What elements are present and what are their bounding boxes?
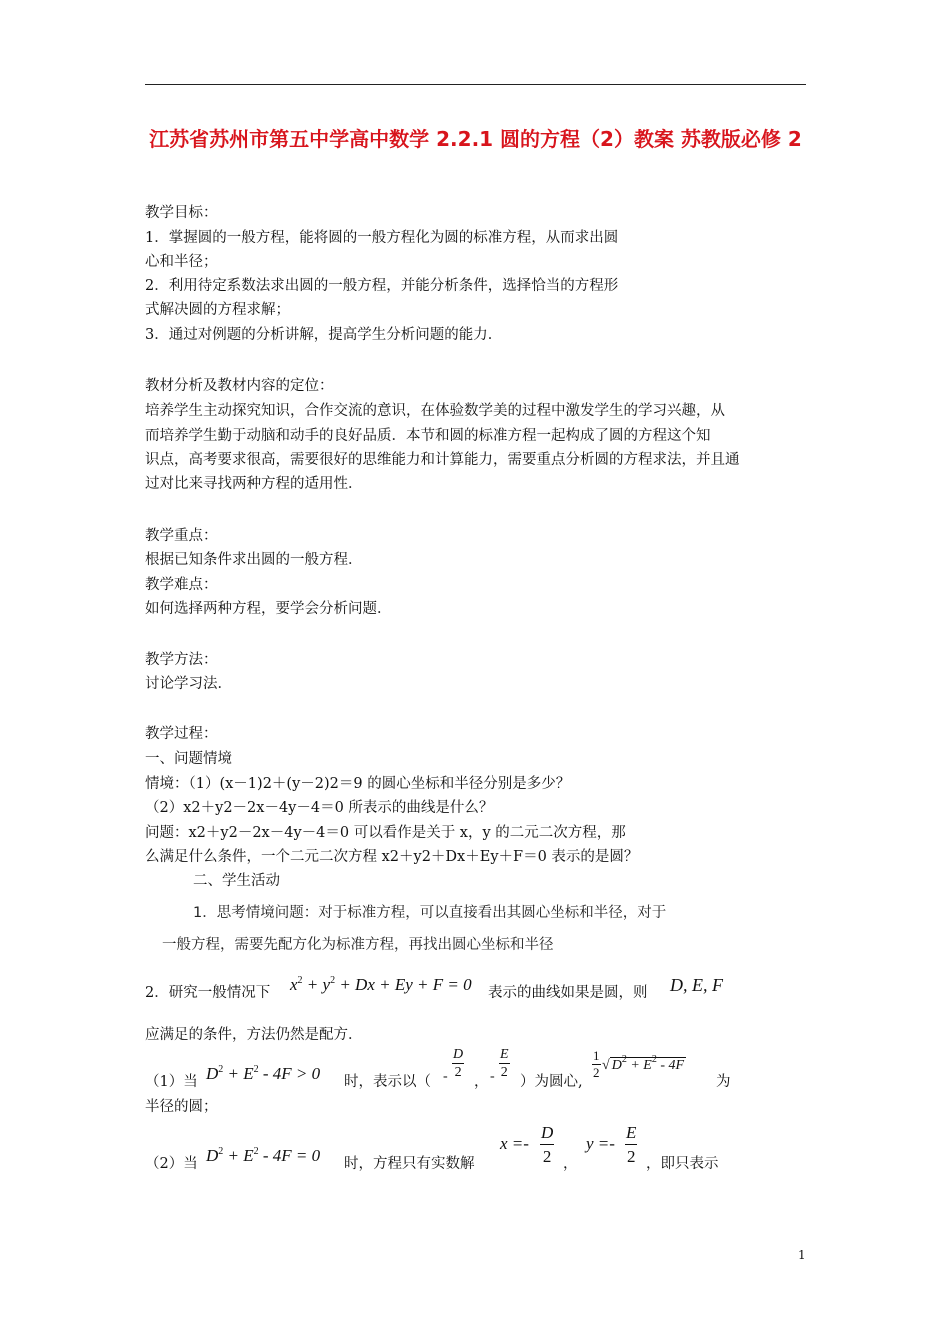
y-solution-fraction: $\frac{E}{2}$ xyxy=(626,1123,637,1166)
method-heading: 教学方法： xyxy=(145,652,218,668)
key-points-text: 根据已知条件求出圆的一般方程． xyxy=(145,552,363,568)
process-heading: 教学过程： xyxy=(145,726,218,742)
step-2-text-a: 2．研究一般情况下 xyxy=(145,985,271,1001)
situation-1: 情境：（1）(x－1)2＋(y－2)2＝9 的圆心坐标和半径分别是多少？ xyxy=(145,776,571,792)
center-y-sign: - xyxy=(490,1069,495,1084)
general-equation: $x^2 + y^2 + Dx + Ey + F = 0$ xyxy=(290,975,472,994)
case-2-text-b: 时，方程只有实数解 xyxy=(344,1156,475,1172)
radius-half: $\frac{1}{2}$ xyxy=(593,1048,600,1080)
center-x-sign: - xyxy=(443,1069,448,1084)
case-2-text-d: ，即只表示 xyxy=(646,1156,719,1172)
goal-2-line-1: 2．利用待定系数法求出圆的一般方程，并能分析条件，选择恰当的方程形 xyxy=(145,278,619,294)
key-points-heading: 教学重点： xyxy=(145,528,218,544)
case-2-comma: ， xyxy=(563,1156,578,1172)
material-line-3: 识点，高考要求很高，需要很好的思维能力和计算能力，需要重点分析圆的方程求法，并且通 xyxy=(145,452,740,468)
difficulty-text: 如何选择两种方程，要学会分析问题． xyxy=(145,601,392,617)
method-text: 讨论学习法． xyxy=(145,676,232,692)
center-x-fraction: $\frac{D}{2}$ xyxy=(453,1047,464,1080)
situation-2: （2）x2＋y2－2x－4y－4＝0 所表示的曲线是什么？ xyxy=(145,800,494,816)
activity-1-line-2: 一般方程，需要先配方化为标准方程，再找出圆心坐标和半径 xyxy=(162,937,554,953)
x-solution-lhs: x =- xyxy=(500,1134,529,1153)
document-title: 江苏省苏州市第五中学高中数学 2.2.1 圆的方程（2）教案 苏教版必修 2 xyxy=(149,127,802,151)
header-rule xyxy=(145,84,806,85)
goal-1-line-2: 心和半径； xyxy=(145,254,218,270)
goal-2-line-2: 式解决圆的方程求解； xyxy=(145,302,290,318)
coefficient-vars: D, E, F xyxy=(670,975,723,995)
x-solution-fraction: $\frac{D}{2}$ xyxy=(541,1123,554,1166)
activity-1-line-1: 1．思考情境问题：对于标准方程，可以直接看出其圆心坐标和半径，对于 xyxy=(193,905,667,921)
center-y-fraction: $\frac{E}{2}$ xyxy=(500,1047,509,1080)
page-number: 1 xyxy=(798,1248,806,1262)
material-heading: 教材分析及教材内容的定位： xyxy=(145,378,334,394)
question-line-1: 问题：x2＋y2－2x－4y－4＝0 可以看作是关于 x，y 的二元二次方程，那 xyxy=(145,825,626,841)
goal-1-line-1: 1．掌握圆的一般方程，能将圆的一般方程化为圆的标准方程，从而求出圆 xyxy=(145,230,619,246)
question-line-2: 么满足什么条件，一个二元二次方程 x2＋y2＋Dx＋Ey＋F＝0 表示的是圆？ xyxy=(145,849,639,865)
case-1-text-e: 为 xyxy=(716,1074,731,1090)
step-2-text-b: 表示的曲线如果是圆，则 xyxy=(488,985,648,1001)
difficulty-heading: 教学难点： xyxy=(145,577,218,593)
case-1-text-d: ）为圆心, xyxy=(520,1074,583,1090)
material-line-1: 培养学生主动探究知识，合作交流的意识，在体验数学美的过程中激发学生的学习兴趣，从 xyxy=(145,403,725,419)
y-solution-lhs: y =- xyxy=(586,1134,615,1153)
step-2-text-c: 应满足的条件，方法仍然是配方． xyxy=(145,1027,363,1043)
case-1-text-a: （1）当 xyxy=(145,1074,198,1090)
condition-positive: $D^2 + E^2 - 4F > 0$ xyxy=(206,1064,321,1083)
student-activity-heading: 二、学生活动 xyxy=(193,873,280,889)
radius-sqrt: √ $D^2 + E^2 - 4F$ xyxy=(602,1054,685,1073)
condition-zero: $D^2 + E^2 - 4F = 0$ xyxy=(206,1146,321,1165)
goals-heading: 教学目标： xyxy=(145,205,218,221)
goal-3: 3．通过对例题的分析讲解，提高学生分析问题的能力． xyxy=(145,327,503,343)
case-1-text-f: 半径的圆； xyxy=(145,1099,218,1115)
case-1-comma: ， xyxy=(474,1074,489,1090)
material-line-4: 过对比来寻找两种方程的适用性． xyxy=(145,476,363,492)
case-1-text-b: 时，表示以（ xyxy=(344,1074,431,1090)
material-line-2: 而培养学生勤于动脑和动手的良好品质．本节和圆的标准方程一起构成了圆的方程这个知 xyxy=(145,428,711,444)
process-section-1: 一、问题情境 xyxy=(145,751,232,767)
case-2-text-a: （2）当 xyxy=(145,1156,198,1172)
